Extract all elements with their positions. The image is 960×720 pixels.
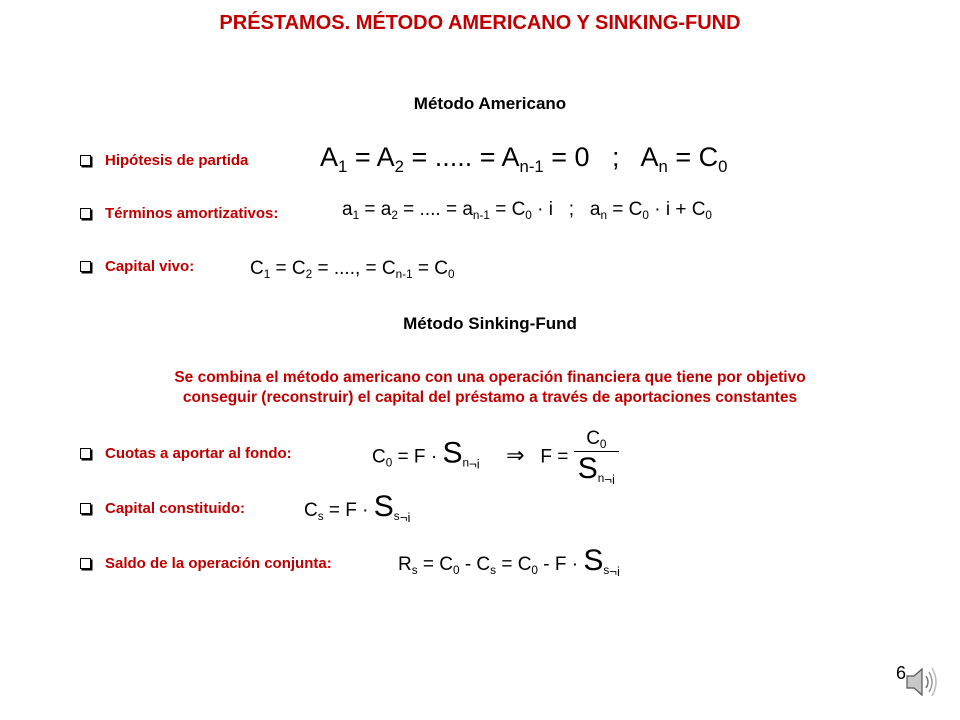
bullet-hipotesis-label: Hipótesis de partida: [105, 152, 249, 169]
bullet-terminos: [80, 205, 278, 222]
bullet-constituido-label: Capital constituido:: [105, 500, 245, 517]
checkbox-bullet-icon: [80, 558, 91, 569]
bullet-saldo-label: Saldo de la operación conjunta:: [105, 555, 332, 572]
fraction-cuotas: $\frac{C_0}{S_{n\neg i}}$: [574, 428, 619, 487]
bullet-cuotas: [80, 445, 292, 462]
bullet-capital-vivo: [80, 258, 194, 275]
speaker-icon[interactable]: [904, 665, 940, 704]
section-heading-americano: Método Americano: [413, 94, 567, 113]
bullet-hipotesis: [80, 152, 248, 169]
bullet-cuotas-label: Cuotas a aportar al fondo:: [105, 445, 292, 462]
page-number: 6: [895, 663, 906, 683]
sinking-description-line1: Se combina el método americano con una operación financiera que tiene por objetivo: [174, 369, 806, 386]
checkbox-bullet-icon: [80, 261, 91, 272]
checkbox-bullet-icon: [80, 208, 91, 219]
bullet-capital-vivo-label: Capital vivo:: [105, 258, 195, 275]
formula-capital-vivo: $C_1 = C_2$ = ...., = $C_{n-1} = C_0$: [250, 258, 455, 282]
formula-terminos: $a_1 = a_2$ = .... = $a_{n-1} = C_0 \cdot i$ ; $a_n = C_0 \cdot i + C_0$: [342, 199, 712, 223]
checkbox-bullet-icon: [80, 448, 91, 459]
formula-hipotesis: $A_1 = A_2$ = ..... = $A_{n-1} = 0$ ; $A_n = C_0$: [320, 142, 728, 176]
checkbox-bullet-icon: [80, 503, 91, 514]
formula-saldo: $R_s = C_0 - C_s = C_0 - F \cdot S_{s\neg i}$: [398, 544, 620, 579]
sinking-description: [80, 368, 900, 408]
page-title: PRÉSTAMOS. MÉTODO AMERICANO Y SINKING-FUND: [219, 12, 741, 34]
bullet-saldo: [80, 555, 332, 572]
checkbox-bullet-icon: [80, 155, 91, 166]
section-heading-sinking: Método Sinking-Fund: [403, 314, 577, 333]
bullet-terminos-label: Términos amortizativos:: [105, 205, 279, 222]
bullet-constituido: [80, 500, 245, 517]
sinking-description-line2: conseguir (reconstruir) el capital del préstamo a través de aportaciones constantes: [182, 389, 798, 406]
formula-constituido: $C_s = F \cdot S_{s\neg i}$: [304, 490, 411, 525]
formula-cuotas: $C_0 = F \cdot S_{n\neg i}$ ⇒ F = $\frac{C_0}{S_{n\neg i}}$: [372, 428, 619, 487]
